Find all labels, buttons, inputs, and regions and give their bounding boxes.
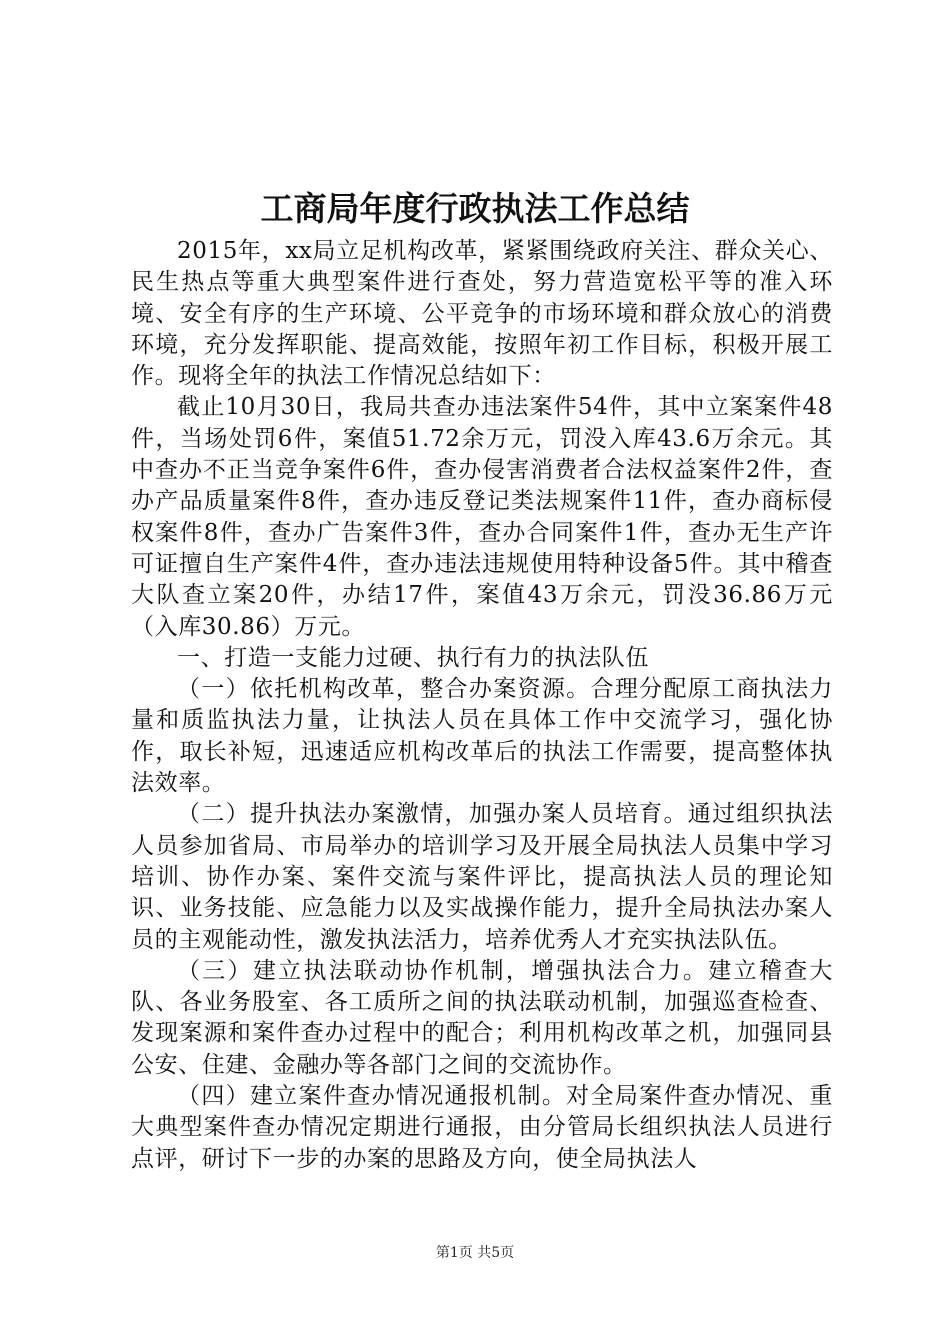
paragraph-item-3: （三）建立执法联动协作机制，增强执法合力。建立稽查大队、各业务股室、各工质所之间的执法联动机制，加强巡查检查、发现案源和案件查办过程中的配合；利用机构改革之机，加强同县公安、住建、金融办等各部门之间的交流协作。 bbox=[131, 957, 833, 1078]
document-title: 工商局年度行政执法工作总结 bbox=[260, 189, 690, 228]
paragraph-statistics: 截止10月30日，我局共查办违法案件54件，其中立案案件48件，当场处罚6件，案值51.72余万元，罚没入库43.6万余元。其中查办不正当竞争案件6件，查办侵害消费者合法权益案件2件，查办产品质量案件8件，查办违反登记类法规案件11件，查办商标侵权案件8件，查办广告案件3件，查办合同案件1件，查办无生产许可证擅自生产案件4件，查办违法违规使用特种设备5件。其中稽查大队查立案20件，办结17件，案值43万余元，罚没36.86万元（入库30.86）万元。 bbox=[131, 394, 833, 640]
paragraph-item-4: （四）建立案件查办情况通报机制。对全局案件查办情况、重大典型案件查办情况定期进行通报，由分管局长组织执法人员进行点评，研讨下一步的办案的思路及方向，使全局执法人 bbox=[131, 1083, 833, 1172]
page-footer: 第1页 共5页 bbox=[435, 1245, 515, 1261]
document-body bbox=[131, 236, 833, 1175]
paragraph-intro: 2015年，xx局立足机构改革，紧紧围绕政府关注、群众关心、民生热点等重大典型案件进行查处，努力营造宽松平等的准入环境、安全有序的生产环境、公平竞争的市场环境和群众放心的消费环境，充分发挥职能、提高效能，按照年初工作目标，积极开展工作。现将全年的执法工作情况总结如下： bbox=[131, 238, 833, 390]
paragraph-item-2: （二）提升执法办案激情，加强办案人员培育。通过组织执法人员参加省局、市局举办的培训学习及开展全局执法人员集中学习培训、协作办案、案件交流与案件评比，提高执法人员的理论知识、业务技能、应急能力以及实战操作能力，提升全局执法办案人员的主观能动性，激发执法活力，培养优秀人才充实执法队伍。 bbox=[131, 801, 833, 953]
paragraph-item-1: （一）依托机构改革，整合办案资源。合理分配原工商执法力量和质监执法力量，让执法人员在具体工作中交流学习，强化协作，取长补短，迅速适应机构改革后的执法工作需要，提高整体执法效率。 bbox=[131, 676, 833, 797]
section-heading-1: 一、打造一支能力过硬、执行有力的执法队伍 bbox=[177, 644, 649, 671]
